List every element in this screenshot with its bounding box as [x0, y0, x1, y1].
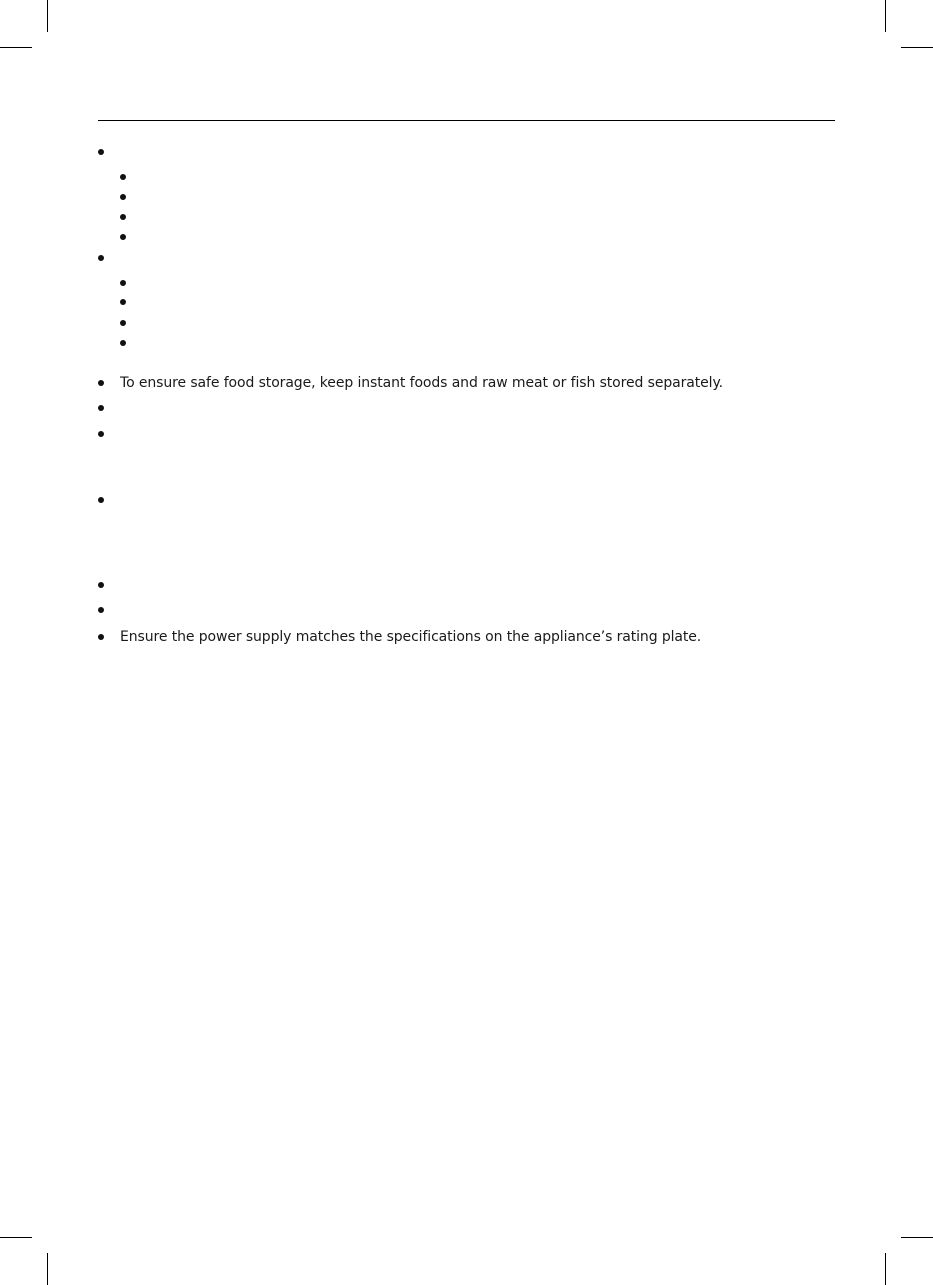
bullet-dot: [98, 634, 104, 640]
bullet-dot: [120, 174, 126, 180]
bullet-dot: [98, 497, 104, 503]
crop-mark-bottom-left-horizontal: [0, 1237, 32, 1238]
bullet-dot: [120, 280, 126, 286]
crop-mark-top-left-vertical: [47, 0, 48, 32]
crop-mark-top-left-horizontal: [0, 47, 32, 48]
bullet-dot: [120, 214, 126, 220]
crop-mark-top-right-horizontal: [901, 47, 933, 48]
crop-mark-top-right-vertical: [885, 0, 886, 32]
bullet-dot: [98, 149, 104, 155]
crop-mark-bottom-right-vertical: [885, 1253, 886, 1285]
bullet-dot: [98, 582, 104, 588]
header-rule: [98, 120, 835, 121]
crop-mark-bottom-right-horizontal: [901, 1237, 933, 1238]
bullet-dot: [98, 255, 104, 261]
bullet-dot: [120, 234, 126, 240]
list-item-text: To ensure safe food storage, keep instant foods and raw meat or fish stored separately.: [120, 375, 723, 391]
list-item-text: Ensure the power supply matches the specifications on the appliance’s rating plate.: [120, 629, 702, 645]
bullet-dot: [98, 380, 104, 386]
bullet-dot: [120, 320, 126, 326]
bullet-dot: [98, 431, 104, 437]
bullet-dot: [98, 405, 104, 411]
bullet-dot: [120, 194, 126, 200]
bullet-dot: [120, 340, 126, 346]
crop-mark-bottom-left-vertical: [47, 1253, 48, 1285]
bullet-dot: [98, 607, 104, 613]
bullet-dot: [120, 299, 126, 305]
